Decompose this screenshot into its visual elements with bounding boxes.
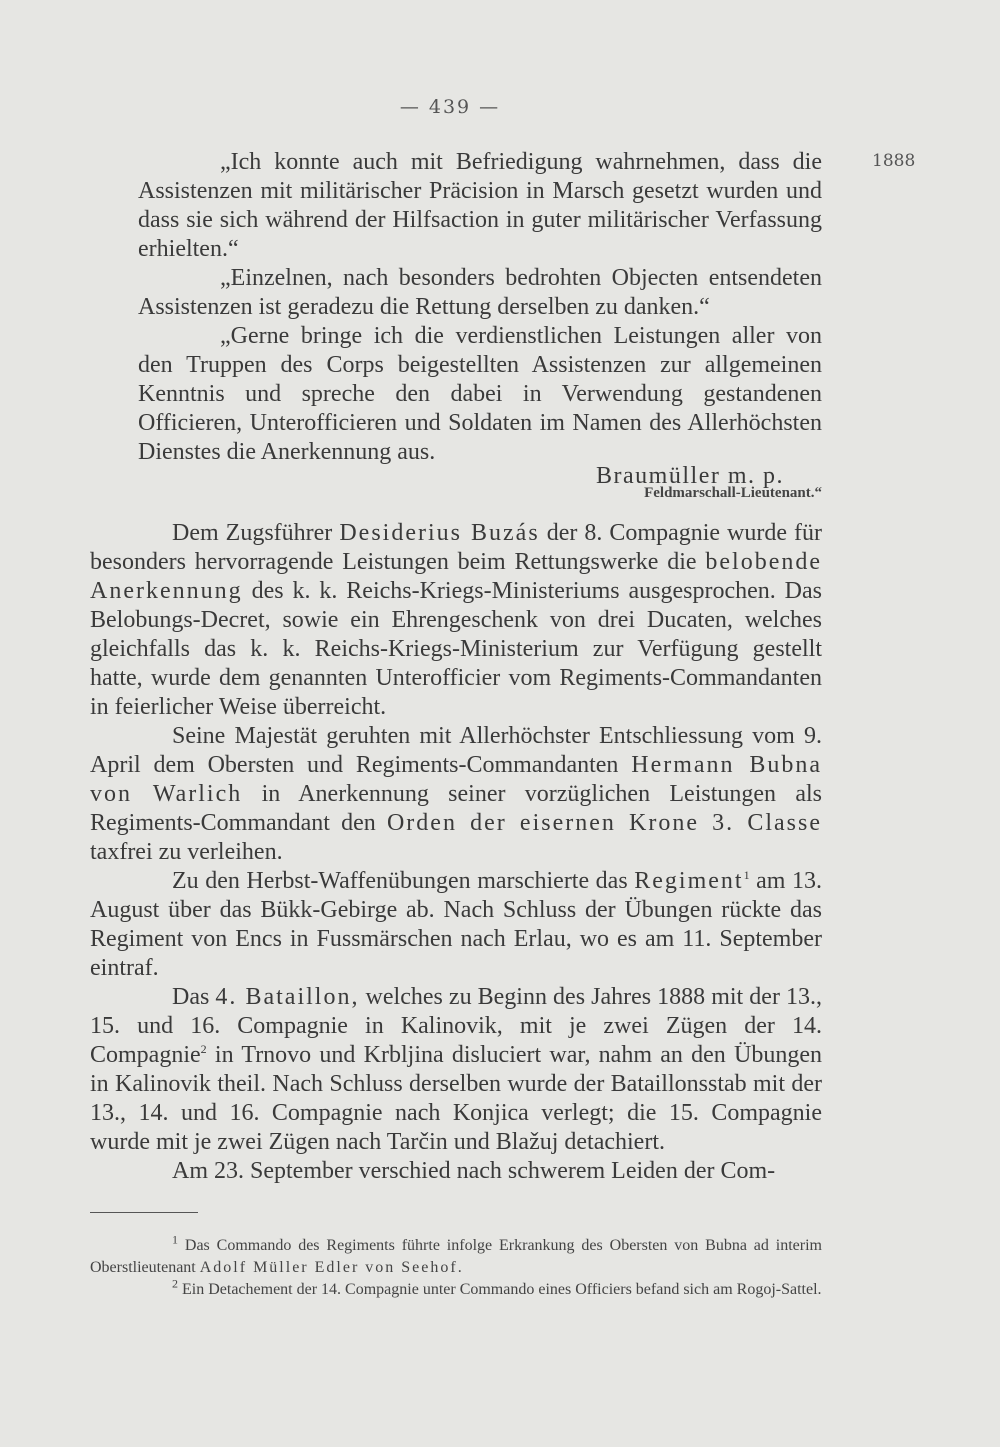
- quote-paragraph: „Ich konnte auch mit Befriedigung wahrnehmen, dass die Assistenzen mit militärischer Präcision in Marsch gesetzt wurden und dass sie sich während der Hilfsaction in guter militärischer Verfassung erhielten.“: [138, 149, 822, 262]
- paragraph-exercises: [90, 867, 822, 983]
- paragraph-september: Am 23. September verschied nach schwerem Leiden der Com-: [172, 1158, 776, 1184]
- text-run: in Anerkennung seiner vorzüglichen Leistungen als Regiments-Commandant den: [90, 781, 822, 836]
- body-text: [90, 519, 822, 1186]
- text-run: welches zu Beginn des Jahres 1888 mit der 13., 15. und 16. Compagnie in Kalinovik, mit je zwei Zügen der 14. Compagnie: [90, 984, 823, 1068]
- text-run: Das: [172, 984, 210, 1010]
- footnote: [90, 1232, 823, 1279]
- text-run: des k. k. Reichs-Kriegs-Ministeriums ausgesprochen. Das Belobungs-Decret, sowie ein Ehrengeschenk von drei Ducaten, welches gleichfalls das k. k. Reichs-Kriegs-Ministerium zur Verfügung gestellt hatte, wurde dem genannten Unterofficier vom Regiments-Commandanten in feierlicher Weise überreicht.: [90, 578, 823, 720]
- signature-name: Braumüller m. p.: [596, 463, 784, 489]
- text-run: Ein Detachement der 14. Compagnie unter Commando eines Officiers befand sich am Rogoj-Sattel.: [182, 1281, 822, 1298]
- quoted-report: [138, 148, 822, 467]
- text-run: taxfrei zu verleihen.: [90, 839, 283, 865]
- emphasized-text: Regiment: [634, 868, 744, 894]
- footnote: [90, 1276, 822, 1301]
- text-run: Das Commando des Regiments führte infolge Erkrankung des Obersten von Bubna ad interim Oberstlieutenant: [90, 1237, 823, 1276]
- emphasized-text: belobende Anerkennung: [90, 549, 823, 604]
- text-run: in Trnovo und Krbljina disluciert war, nahm an den Übungen in Kalinovik theil. Nach Schluss derselben wurde der Bataillonsstab mit der 13., 14. und 16. Compagnie nach Konjica verlegt; die 15. Compagnie wurde mit je zwei Zügen nach Tarčin und Blažuj detachiert.: [90, 1042, 823, 1155]
- footnote-ref: 2: [200, 1042, 207, 1056]
- paragraph-battalion: [90, 983, 822, 1157]
- footnotes: [90, 1232, 823, 1301]
- text-run: Seine Majestät geruhten mit Allerhöchster Entschliessung vom 9. April dem Obersten und Regiments-Commandanten: [90, 723, 822, 778]
- signature-rank: Feldmarschall-Lieutenant.“: [644, 485, 822, 501]
- emphasized-text: Orden der eisernen Krone 3. Classe: [386, 810, 823, 836]
- person-name: Hermann Bubna von Warlich: [90, 752, 823, 807]
- paragraph-buzas: [90, 519, 822, 722]
- text-run: Zu den Herbst-Waffenübungen marschierte das: [172, 868, 628, 894]
- page-number: — 439 —: [399, 96, 501, 118]
- emphasized-text: 4. Bataillon,: [215, 984, 360, 1010]
- paragraph-bubna: [90, 722, 822, 867]
- footnote-divider: [90, 1212, 198, 1213]
- person-name: Adolf Müller Edler von Seehof.: [199, 1259, 464, 1276]
- margin-year-note: 1888: [872, 151, 916, 171]
- text-run: der 8. Compagnie wurde für besonders hervorragende Leistungen beim Rettungswerke die: [90, 520, 823, 575]
- text-run: am 13. August über das Bükk-Gebirge ab. Nach Schluss der Übungen rückte das Regiment von Encs in Fussmärschen nach Erlau, wo es am 11. September eintraf.: [90, 868, 822, 981]
- quote-paragraph: „Gerne bringe ich die verdienstlichen Leistungen aller von den Truppen des Corps beigestellten Assistenzen zur allgemeinen Kenntnis und spreche den dabei in Verwendung gestandenen Officieren, Unterofficieren und Soldaten im Namen des Allerhöchsten Dienstes die Anerkennung aus.: [138, 323, 822, 465]
- person-name: Desiderius Buzás: [339, 520, 540, 546]
- footnote-mark: 2: [172, 1276, 178, 1291]
- text-run: Dem Zugsführer: [172, 520, 333, 546]
- footnote-ref: 1: [743, 868, 750, 882]
- footnote-mark: 1: [172, 1232, 178, 1247]
- quote-paragraph: „Einzelnen, nach besonders bedrohten Objecten entsendeten Assistenzen ist geradezu die Rettung derselben zu danken.“: [138, 265, 822, 320]
